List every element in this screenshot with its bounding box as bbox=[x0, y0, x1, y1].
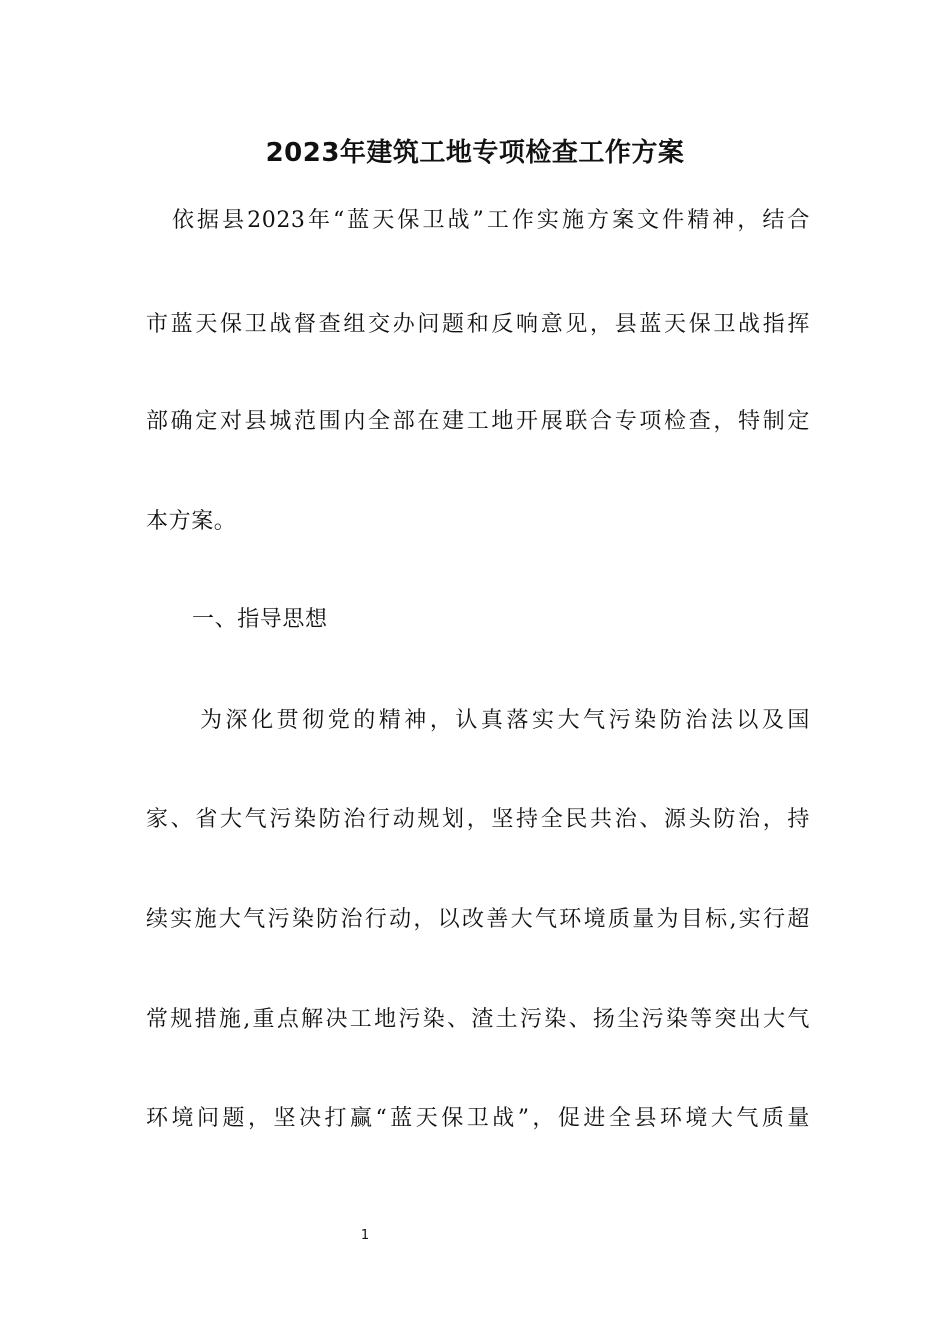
section-heading: 一、指导思想 bbox=[192, 607, 328, 632]
paragraph-line: 部确定对县城范围内全部在建工地开展联合专项检查，特制定 bbox=[146, 409, 810, 434]
paragraph-line: 本方案。 bbox=[146, 509, 237, 534]
paragraph-line: 续实施大气污染防治行动，以改善大气环境质量为目标,实行超 bbox=[146, 907, 810, 932]
paragraph-line: 依据县2023年“蓝天保卫战”工作实施方案文件精神，结合 bbox=[172, 208, 810, 233]
paragraph-line: 为深化贯彻党的精神，认真落实大气污染防治法以及国 bbox=[200, 708, 810, 733]
paragraph-line: 家、省大气污染防治行动规划，坚持全民共治、源头防治，持 bbox=[146, 807, 810, 832]
paragraph-line: 环境问题，坚决打赢“蓝天保卫战”，促进全县环境大气质量 bbox=[146, 1106, 810, 1131]
page-number: 1 bbox=[360, 1228, 370, 1243]
document-title: 2023年建筑工地专项检查工作方案 bbox=[265, 138, 685, 168]
paragraph-line: 常规措施,重点解决工地污染、渣土污染、扬尘污染等突出大气 bbox=[146, 1007, 810, 1032]
paragraph-line: 市蓝天保卫战督查组交办问题和反响意见，县蓝天保卫战指挥 bbox=[146, 312, 810, 337]
